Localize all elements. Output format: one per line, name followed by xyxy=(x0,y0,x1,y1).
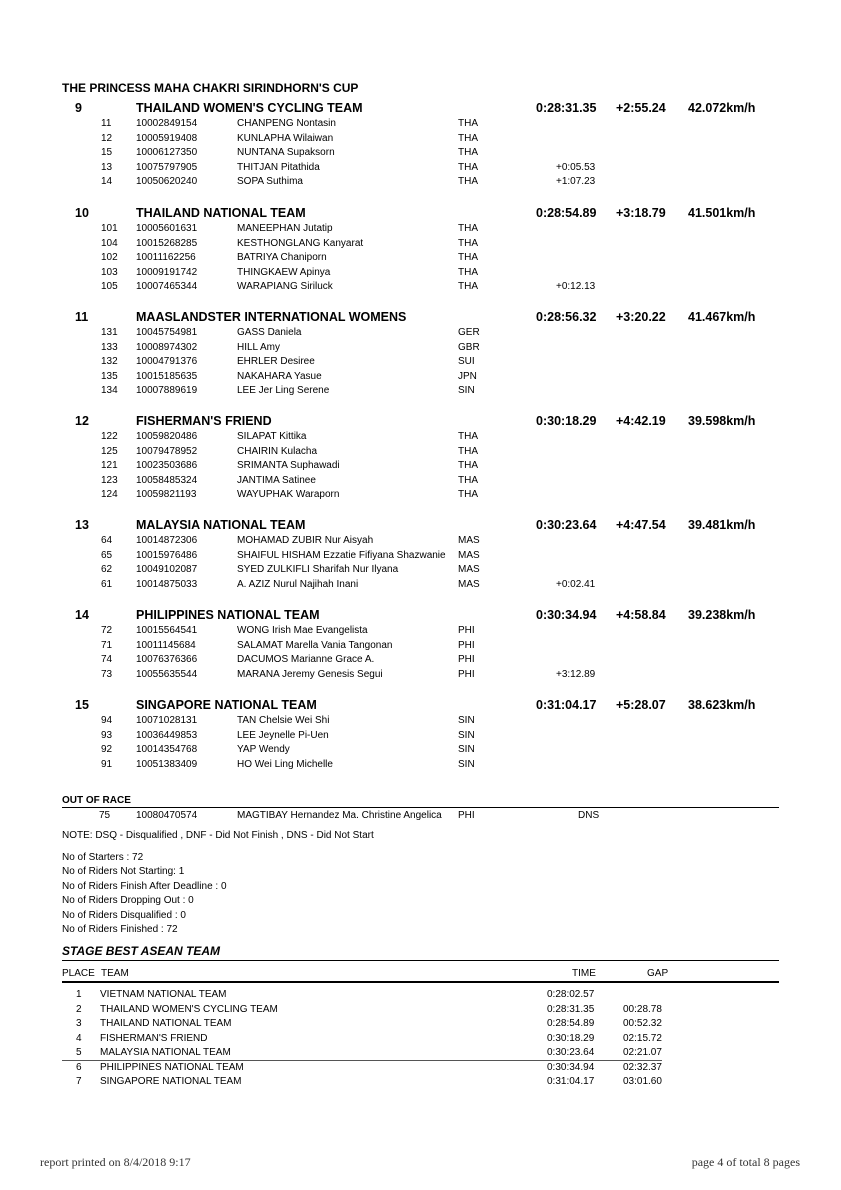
team-time: 0:28:31.35 xyxy=(536,101,597,115)
rider-bib: 61 xyxy=(101,578,113,590)
asean-header-rule xyxy=(62,981,779,983)
rider-name: BATRIYA Chaniporn xyxy=(237,252,327,264)
rider-name: WAYUPHAK Waraporn xyxy=(237,489,340,501)
rider-uci-id: 10051383409 xyxy=(136,758,198,770)
stat-line: No of Starters : 72 xyxy=(62,852,144,863)
team-place: 10 xyxy=(75,206,89,220)
asean-team: VIETNAM NATIONAL TEAM xyxy=(100,989,227,1000)
rider-bib: 94 xyxy=(101,715,113,726)
team-place: 9 xyxy=(75,101,82,115)
rider-bib: 105 xyxy=(101,281,118,293)
rider-uci-id: 10006127350 xyxy=(136,147,198,159)
rider-uci-id: 10011145684 xyxy=(136,639,196,651)
rider-bib: 122 xyxy=(101,431,118,442)
asean-place: 5 xyxy=(76,1047,82,1058)
rider-name: WARAPIANG Siriluck xyxy=(237,281,333,293)
asean-team: PHILIPPINES NATIONAL TEAM xyxy=(100,1061,244,1073)
asean-place: 6 xyxy=(76,1061,82,1073)
rider-nationality: MAS xyxy=(458,578,480,590)
rider-bib: 15 xyxy=(101,147,113,159)
print-timestamp: report printed on 8/4/2018 9:17 xyxy=(40,1155,191,1169)
asean-time: 0:30:18.29 xyxy=(547,1032,595,1044)
rider-nationality: MAS xyxy=(458,549,480,561)
rider-name: MOHAMAD ZUBIR Nur Aisyah xyxy=(237,535,374,546)
rider-name: HO Wei Ling Michelle xyxy=(237,758,333,770)
rider-nationality: MAS xyxy=(458,564,480,576)
rider-bib: 13 xyxy=(101,161,113,173)
asean-top-rule xyxy=(62,960,779,961)
rider-bib: 133 xyxy=(101,341,118,353)
rider-name: MANEEPHAN Jutatip xyxy=(237,223,333,234)
team-speed: 38.623km/h xyxy=(688,698,756,712)
rider-name: LEE Jeynelle Pi-Uen xyxy=(237,729,329,741)
asean-gap: 00:28.78 xyxy=(623,1003,662,1015)
rider-name: TAN Chelsie Wei Shi xyxy=(237,715,330,726)
asean-gap: 02:15.72 xyxy=(623,1032,662,1044)
asean-place: 1 xyxy=(76,989,82,1000)
asean-section-title: STAGE BEST ASEAN TEAM xyxy=(62,944,221,958)
rider-nationality: GER xyxy=(458,327,480,338)
rider-gap: +3:12.89 xyxy=(556,668,596,680)
abbreviation-note: NOTE: DSQ - Disqualified , DNF - Did Not Finish , DNS - Did Not Start xyxy=(62,830,374,841)
page-number: page 4 of total 8 pages xyxy=(691,1155,800,1169)
rider-gap: +0:02.41 xyxy=(556,578,596,590)
rider-name: JANTIMA Satinee xyxy=(237,474,316,486)
rider-name: THINGKAEW Apinya xyxy=(237,266,331,278)
rider-name: DACUMOS Marianne Grace A. xyxy=(237,654,375,666)
team-gap: +4:42.19 xyxy=(616,414,666,428)
team-time: 0:30:34.94 xyxy=(536,608,597,622)
rider-nationality: PHI xyxy=(458,639,475,651)
rider-gap: +0:05.53 xyxy=(556,161,596,173)
rider-bib: 123 xyxy=(101,474,118,486)
team-speed: 39.238km/h xyxy=(688,608,756,622)
rider-bib: 102 xyxy=(101,252,118,264)
rider-bib: 73 xyxy=(101,668,113,680)
team-name: PHILIPPINES NATIONAL TEAM xyxy=(136,608,320,622)
rider-bib: 75 xyxy=(99,810,111,821)
asean-time: 0:28:02.57 xyxy=(547,989,595,1000)
header-time: TIME xyxy=(572,968,596,979)
rider-nationality: THA xyxy=(458,161,478,173)
rider-name: THITJAN Pitathida xyxy=(237,161,320,173)
asean-team: SINGAPORE NATIONAL TEAM xyxy=(100,1076,242,1087)
header-team: TEAM xyxy=(101,968,129,979)
team-name: SINGAPORE NATIONAL TEAM xyxy=(136,698,317,712)
team-gap: +5:28.07 xyxy=(616,698,666,712)
rider-nationality: THA xyxy=(458,237,478,249)
rider-nationality: THA xyxy=(458,176,478,188)
team-name: THAILAND WOMEN'S CYCLING TEAM xyxy=(136,101,363,115)
rider-nationality: THA xyxy=(458,147,478,159)
rider-uci-id: 10050620240 xyxy=(136,176,198,188)
team-time: 0:31:04.17 xyxy=(536,698,597,712)
rider-uci-id: 10007889619 xyxy=(136,385,198,397)
team-place: 15 xyxy=(75,698,89,712)
asean-place: 3 xyxy=(76,1018,82,1029)
rider-nationality: THA xyxy=(458,118,478,129)
rider-name: EHRLER Desiree xyxy=(237,356,315,368)
team-gap: +3:20.22 xyxy=(616,310,666,324)
race-statistics xyxy=(62,851,227,937)
asean-gap: 00:52.32 xyxy=(623,1018,662,1029)
rider-bib: 64 xyxy=(101,535,113,546)
rider-nationality: SIN xyxy=(458,758,475,770)
rider-bib: 93 xyxy=(101,729,113,741)
rider-nationality: THA xyxy=(458,489,478,501)
rider-name: WONG Irish Mae Evangelista xyxy=(237,625,368,636)
rider-nationality: PHI xyxy=(458,654,475,666)
team-place: 11 xyxy=(75,310,89,324)
rider-bib: 62 xyxy=(101,564,113,576)
team-time: 0:28:54.89 xyxy=(536,206,597,220)
rider-name: YAP Wendy xyxy=(237,744,290,756)
out-of-race-divider xyxy=(62,807,779,808)
team-place: 12 xyxy=(75,414,89,428)
rider-nationality: THA xyxy=(458,431,478,442)
rider-nationality: SIN xyxy=(458,729,475,741)
rider-nationality: THA xyxy=(458,223,478,234)
rider-bib: 121 xyxy=(101,460,118,472)
asean-team: THAILAND WOMEN'S CYCLING TEAM xyxy=(100,1003,278,1015)
stat-line: No of Riders Finish After Deadline : 0 xyxy=(62,880,227,892)
out-of-race-label: OUT OF RACE xyxy=(62,795,131,806)
rider-name: SOPA Suthima xyxy=(237,176,303,188)
rider-nationality: SIN xyxy=(458,715,475,726)
rider-nationality: GBR xyxy=(458,341,480,353)
rider-uci-id: 10055635544 xyxy=(136,668,198,680)
rider-bib: 14 xyxy=(101,176,113,188)
rider-uci-id: 10071028131 xyxy=(136,715,198,726)
asean-team: THAILAND NATIONAL TEAM xyxy=(100,1018,232,1029)
rider-bib: 135 xyxy=(101,370,118,382)
team-gap: +4:47.54 xyxy=(616,518,666,532)
team-name: THAILAND NATIONAL TEAM xyxy=(136,206,306,220)
rider-uci-id: 10009191742 xyxy=(136,266,198,278)
rider-nationality: THA xyxy=(458,266,478,278)
rider-bib: 91 xyxy=(101,758,113,770)
asean-time: 0:30:34.94 xyxy=(547,1061,595,1073)
rider-nationality: PHI xyxy=(458,810,475,821)
rider-gap: +0:12.13 xyxy=(556,281,596,293)
asean-gap: 03:01.60 xyxy=(623,1076,662,1087)
rider-uci-id: 10002849154 xyxy=(136,118,198,129)
rider-uci-id: 10023503686 xyxy=(136,460,198,472)
rider-name: MAGTIBAY Hernandez Ma. Christine Angelica xyxy=(237,810,442,821)
rider-bib: 103 xyxy=(101,266,118,278)
asean-time: 0:30:23.64 xyxy=(547,1047,595,1058)
rider-uci-id: 10049102087 xyxy=(136,564,198,576)
rider-uci-id: 10015564541 xyxy=(136,625,198,636)
team-time: 0:30:18.29 xyxy=(536,414,597,428)
team-time: 0:30:23.64 xyxy=(536,518,597,532)
rider-uci-id: 10015268285 xyxy=(136,237,198,249)
team-speed: 41.467km/h xyxy=(688,310,756,324)
rider-name: HILL Amy xyxy=(237,341,280,353)
rider-name: CHAIRIN Kulacha xyxy=(237,445,318,457)
rider-uci-id: 10008974302 xyxy=(136,341,198,353)
rider-uci-id: 10045754981 xyxy=(136,327,198,338)
rider-bib: 125 xyxy=(101,445,118,457)
rider-nationality: THA xyxy=(458,460,478,472)
rider-name: SRIMANTA Suphawadi xyxy=(237,460,340,472)
rider-bib: 104 xyxy=(101,237,118,249)
asean-time: 0:31:04.17 xyxy=(547,1076,595,1087)
rider-uci-id: 10005919408 xyxy=(136,132,198,144)
team-place: 14 xyxy=(75,608,89,622)
team-place: 13 xyxy=(75,518,89,532)
rider-bib: 65 xyxy=(101,549,113,561)
rider-uci-id: 10004791376 xyxy=(136,356,198,368)
rider-uci-id: 10079478952 xyxy=(136,445,198,457)
rider-name: KUNLAPHA Wilaiwan xyxy=(237,132,334,144)
rider-uci-id: 10014872306 xyxy=(136,535,198,546)
rider-name: SHAIFUL HISHAM Ezzatie Fifiyana Shazwanie xyxy=(237,549,446,561)
rider-uci-id: 10011162256 xyxy=(136,252,196,264)
rider-nationality: JPN xyxy=(458,370,477,382)
stat-line: No of Riders Disqualified : 0 xyxy=(62,909,186,921)
rider-uci-id: 10015976486 xyxy=(136,549,198,561)
team-time: 0:28:56.32 xyxy=(536,310,597,324)
stat-line: No of Riders Dropping Out : 0 xyxy=(62,895,194,907)
rider-uci-id: 10059820486 xyxy=(136,431,198,442)
rider-nationality: SIN xyxy=(458,385,475,397)
asean-team: MALAYSIA NATIONAL TEAM xyxy=(100,1047,231,1058)
asean-place: 4 xyxy=(76,1032,82,1044)
rider-bib: 74 xyxy=(101,654,113,666)
rider-uci-id: 10076376366 xyxy=(136,654,198,666)
rider-uci-id: 10075797905 xyxy=(136,161,198,173)
rider-nationality: THA xyxy=(458,281,478,293)
rider-name: SALAMAT Marella Vania Tangonan xyxy=(237,639,393,651)
rider-name: SILAPAT Kittika xyxy=(237,431,307,442)
rider-name: MARANA Jeremy Genesis Segui xyxy=(237,668,383,680)
rider-name: GASS Daniela xyxy=(237,327,302,338)
team-speed: 41.501km/h xyxy=(688,206,756,220)
asean-gap: 02:32.37 xyxy=(623,1061,662,1073)
rider-bib: 101 xyxy=(101,223,118,234)
rider-uci-id: 10015185635 xyxy=(136,370,198,382)
rider-nationality: PHI xyxy=(458,625,475,636)
team-gap: +2:55.24 xyxy=(616,101,666,115)
asean-time: 0:28:54.89 xyxy=(547,1018,595,1029)
rider-name: NAKAHARA Yasue xyxy=(237,370,322,382)
asean-time: 0:28:31.35 xyxy=(547,1003,595,1015)
asean-place: 2 xyxy=(76,1003,82,1015)
rider-uci-id: 10080470574 xyxy=(136,810,198,821)
rider-nationality: THA xyxy=(458,474,478,486)
rider-status: DNS xyxy=(578,810,600,821)
rider-nationality: THA xyxy=(458,132,478,144)
rider-bib: 124 xyxy=(101,489,118,501)
asean-team: FISHERMAN'S FRIEND xyxy=(100,1032,208,1044)
asean-place: 7 xyxy=(76,1076,82,1087)
rider-uci-id: 10005601631 xyxy=(136,223,198,234)
rider-name: NUNTANA Supaksorn xyxy=(237,147,335,159)
rider-gap: +1:07.23 xyxy=(556,176,596,188)
rider-nationality: SUI xyxy=(458,356,475,368)
rider-bib: 71 xyxy=(101,639,113,651)
header-place: PLACE xyxy=(62,968,95,979)
team-speed: 42.072km/h xyxy=(688,101,756,115)
rider-uci-id: 10036449853 xyxy=(136,729,198,741)
race-title: THE PRINCESS MAHA CHAKRI SIRINDHORN'S CUP xyxy=(62,81,359,95)
rider-uci-id: 10007465344 xyxy=(136,281,198,293)
rider-bib: 134 xyxy=(101,385,118,397)
team-speed: 39.598km/h xyxy=(688,414,756,428)
rider-uci-id: 10058485324 xyxy=(136,474,198,486)
rider-bib: 131 xyxy=(101,327,118,338)
rider-uci-id: 10014354768 xyxy=(136,744,198,756)
rider-name: SYED ZULKIFLI Sharifah Nur Ilyana xyxy=(237,564,399,576)
header-gap: GAP xyxy=(647,968,669,979)
team-speed: 39.481km/h xyxy=(688,518,756,532)
rider-nationality: MAS xyxy=(458,535,480,546)
rider-bib: 132 xyxy=(101,356,118,368)
team-name: MAASLANDSTER INTERNATIONAL WOMENS xyxy=(136,310,407,324)
rider-bib: 72 xyxy=(101,625,113,636)
rider-bib: 11 xyxy=(101,118,112,129)
team-name: FISHERMAN'S FRIEND xyxy=(136,414,272,428)
rider-uci-id: 10059821193 xyxy=(136,489,197,501)
rider-name: A. AZIZ Nurul Najihah Inani xyxy=(237,578,359,590)
team-gap: +4:58.84 xyxy=(616,608,666,622)
stat-line: No of Riders Not Starting: 1 xyxy=(62,866,185,878)
rider-name: LEE Jer Ling Serene xyxy=(237,385,330,397)
asean-gap: 02:21.07 xyxy=(623,1047,662,1058)
rider-bib: 92 xyxy=(101,744,113,756)
team-name: MALAYSIA NATIONAL TEAM xyxy=(136,518,306,532)
rider-nationality: THA xyxy=(458,445,478,457)
rider-nationality: THA xyxy=(458,252,478,264)
stat-line: No of Riders Finished : 72 xyxy=(62,924,178,936)
team-gap: +3:18.79 xyxy=(616,206,666,220)
rider-uci-id: 10014875033 xyxy=(136,578,198,590)
rider-name: CHANPENG Nontasin xyxy=(237,118,336,129)
rider-bib: 12 xyxy=(101,132,113,144)
rider-nationality: PHI xyxy=(458,668,475,680)
rider-nationality: SIN xyxy=(458,744,475,756)
rider-name: KESTHONGLANG Kanyarat xyxy=(237,237,364,249)
